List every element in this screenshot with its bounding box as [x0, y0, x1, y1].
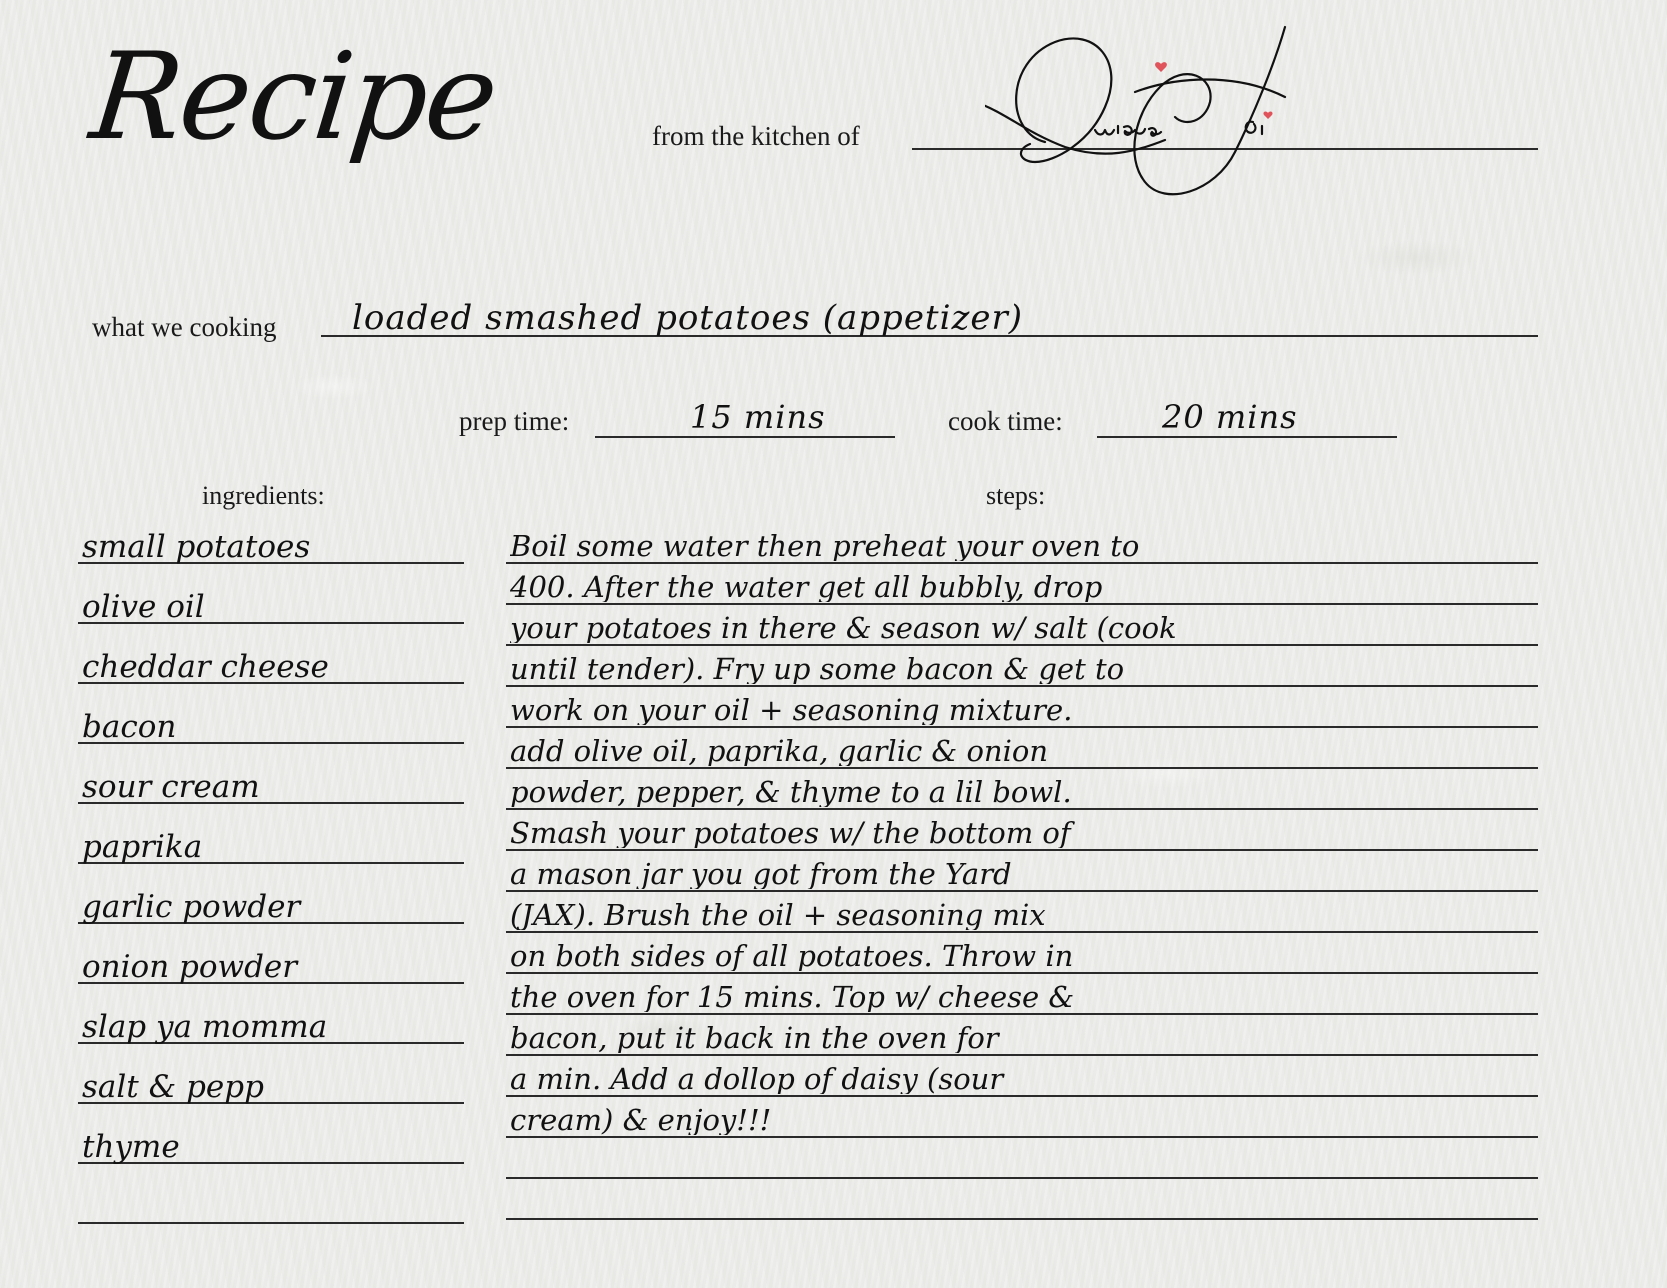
ingredient-item: garlic powder: [82, 889, 301, 925]
cook-time-value: 20 mins: [1162, 398, 1298, 436]
kitchen-owner-signature: [985, 22, 1355, 212]
step-line: [506, 685, 1538, 687]
dish-label: what we cooking: [92, 312, 277, 342]
step-line: [506, 726, 1538, 728]
ingredient-item: salt & pepp: [82, 1069, 264, 1105]
step-line: [506, 644, 1538, 646]
step-line: [506, 849, 1538, 851]
prep-time-line: [595, 436, 895, 438]
step-text-line: add olive oil, paprika, garlic & onion: [510, 737, 1049, 766]
prep-time-label: prep time:: [459, 406, 570, 436]
step-line: [506, 1013, 1538, 1015]
step-line: [506, 890, 1538, 892]
step-text-line: a mason jar you got from the Yard: [510, 860, 1012, 889]
step-line: [506, 1218, 1538, 1220]
step-text-line: on both sides of all potatoes. Throw in: [510, 942, 1074, 971]
ingredient-line: [78, 1222, 464, 1224]
step-text-line: (JAX). Brush the oil + seasoning mix: [510, 901, 1046, 930]
step-line: [506, 1054, 1538, 1056]
step-line: [506, 808, 1538, 810]
ingredient-item: paprika: [82, 829, 203, 865]
step-line: [506, 1136, 1538, 1138]
step-text-line: bacon, put it back in the oven for: [510, 1024, 999, 1053]
cook-time-label: cook time:: [948, 406, 1063, 436]
step-text-line: work on your oil + seasoning mixture.: [510, 696, 1073, 725]
step-line: [506, 603, 1538, 605]
step-text-line: Smash your potatoes w/ the bottom of: [510, 819, 1071, 848]
step-text-line: your potatoes in there & season w/ salt (cook: [510, 614, 1177, 643]
steps-label: steps:: [986, 481, 1046, 510]
step-text-line: 400. After the water get all bubbly, drop: [510, 573, 1103, 602]
ingredient-item: thyme: [82, 1129, 180, 1165]
step-text-line: a min. Add a dollop of daisy (sour: [510, 1065, 1004, 1094]
ingredient-item: sour cream: [82, 769, 260, 805]
step-text-line: Boil some water then preheat your oven to: [510, 532, 1140, 561]
ingredients-label: ingredients:: [202, 481, 325, 510]
step-line: [506, 931, 1538, 933]
ingredient-item: slap ya momma: [82, 1009, 328, 1045]
step-text-line: until tender). Fry up some bacon & get to: [510, 655, 1125, 684]
step-line: [506, 972, 1538, 974]
recipe-title: Recipe: [84, 28, 503, 167]
step-text-line: the oven for 15 mins. Top w/ cheese &: [510, 983, 1075, 1012]
step-text-line: powder, pepper, & thyme to a lil bowl.: [510, 778, 1072, 807]
from-kitchen-label: from the kitchen of: [652, 121, 860, 151]
cook-time-line: [1097, 436, 1397, 438]
step-text-line: cream) & enjoy!!!: [510, 1106, 772, 1135]
dish-value: loaded smashed potatoes (appetizer): [352, 298, 1024, 338]
ingredient-item: small potatoes: [82, 529, 311, 565]
ingredient-item: cheddar cheese: [82, 649, 329, 685]
step-line: [506, 1177, 1538, 1179]
ingredient-item: onion powder: [82, 949, 298, 985]
ingredient-item: bacon: [82, 709, 177, 745]
step-line: [506, 767, 1538, 769]
step-line: [506, 1095, 1538, 1097]
step-line: [506, 562, 1538, 564]
ingredient-item: olive oil: [82, 589, 205, 625]
prep-time-value: 15 mins: [690, 398, 826, 436]
